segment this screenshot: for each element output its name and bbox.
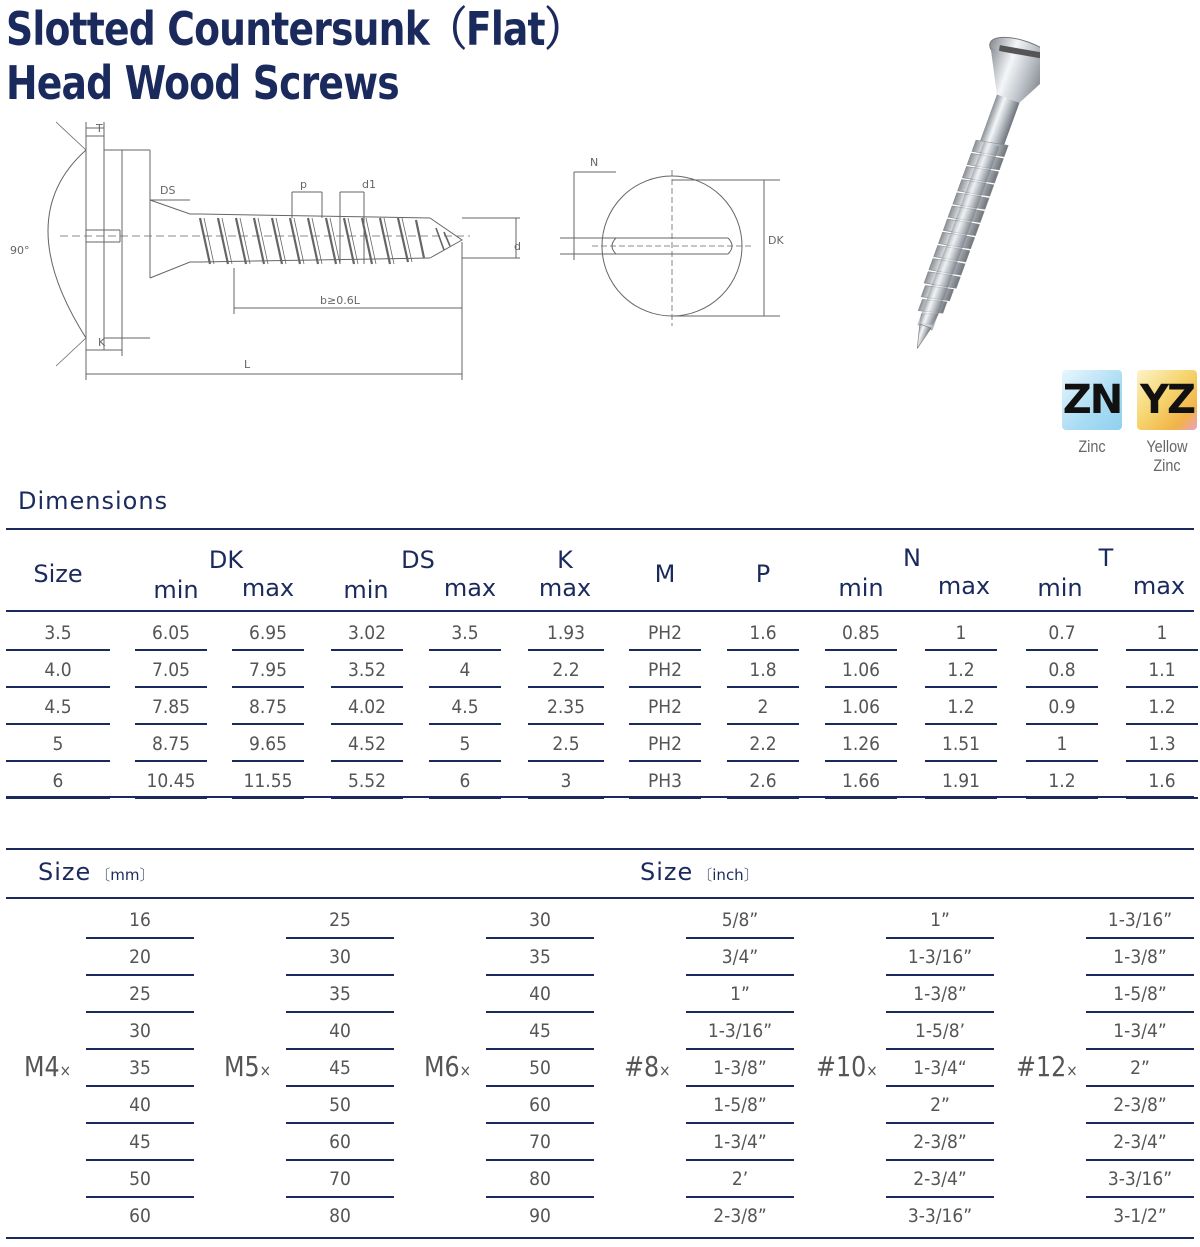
cell-rule [232,723,304,725]
size-prefix [24,1050,71,1083]
size-prefix [816,1050,878,1083]
size-value: 20 [129,946,151,968]
table-header-rule [6,610,1194,612]
size-value: 30 [329,946,351,968]
label-angle: 90° [10,244,30,257]
dim-cell: 2.35 [546,696,586,718]
cell-rule [528,649,604,651]
size-prefix-text: M4 [24,1050,60,1083]
dim-cell: 3 [560,770,572,792]
size-value: 45 [529,1020,551,1042]
dim-cell: 4 [459,659,471,681]
size-value: 60 [129,1205,151,1227]
size-value-rule [1086,974,1194,976]
dim-cell: 0.85 [841,622,881,644]
size-value-rule [286,1048,394,1050]
size-value-rule [486,1122,594,1124]
size-value: 16 [129,909,151,931]
cell-rule [825,686,897,688]
dim-cell: 4.5 [44,696,72,718]
size-prefix [224,1050,271,1083]
cell-rule [429,760,501,762]
page-title [6,2,582,110]
size-value-rule [286,1122,394,1124]
size-value: 3-1/2” [1113,1205,1167,1227]
size-value-rule [286,1159,394,1161]
cell-rule [727,686,799,688]
label-K: K [98,336,106,349]
cell-rule [727,723,799,725]
yellow-zinc-label-line-2: Zinc [1153,456,1181,475]
dim-cell: 2 [757,696,769,718]
cell-rule [528,686,604,688]
cell-rule [1026,723,1098,725]
size-value-rule [286,1011,394,1013]
dim-cell: 0.7 [1048,622,1076,644]
header-dk: DK [208,546,244,574]
dim-cell: 1.8 [749,659,777,681]
size-value-rule [1086,1196,1194,1198]
cell-rule [825,649,897,651]
size-mm-header [38,858,155,886]
size-inch-header [640,858,759,886]
dim-cell: 1.2 [1148,696,1176,718]
size-value: 1-5/8” [713,1094,767,1116]
size-mm-unit: 〔mm〕 [95,866,155,884]
dim-cell: 4.02 [347,696,387,718]
size-value: 2-3/8” [1113,1094,1167,1116]
yellow-zinc-finish-label [1142,437,1193,475]
header-ds: DS [401,546,435,574]
size-value: 2” [930,1094,950,1116]
yellow-zinc-label-line-1: Yellow [1146,437,1188,456]
times-sign: × [659,1061,671,1080]
header-ds-max: max [443,574,497,602]
dim-cell: 1.66 [841,770,881,792]
cell-rule [825,760,897,762]
size-value: 60 [529,1094,551,1116]
cell-rule [1026,686,1098,688]
zinc-finish-label: Zinc [1078,437,1106,456]
header-k: K [557,546,573,574]
dim-cell: 4.52 [347,733,387,755]
dim-cell: 0.8 [1048,659,1076,681]
dim-cell: 5 [52,733,64,755]
size-value-rule [686,974,794,976]
times-sign: × [59,1061,72,1080]
size-value: 40 [529,983,551,1005]
size-value-rule [86,974,194,976]
header-t-max: max [1132,572,1186,600]
title-line-2: Head Wood Screws [6,56,399,110]
header-k-max: max [538,574,592,602]
dim-cell: 1.6 [749,622,777,644]
dim-cell: 1.6 [1148,770,1176,792]
size-value-rule [886,1122,994,1124]
cell-rule [925,686,997,688]
size-value: 1-3/16” [907,946,973,968]
cell-rule [825,723,897,725]
cell-rule [429,723,501,725]
size-value: 1-3/4“ [913,1057,967,1079]
size-value-rule [686,1159,794,1161]
size-value: 2-3/4” [913,1168,967,1190]
dim-cell: 2.6 [749,770,777,792]
size-value-rule [286,1085,394,1087]
dim-cell: 3.5 [44,622,72,644]
cell-rule [727,760,799,762]
size-prefix-text: M5 [224,1050,260,1083]
size-value-rule [686,1048,794,1050]
size-top-rule [6,848,1194,850]
dim-cell: 3.52 [347,659,387,681]
size-value-rule [286,937,394,939]
header-n-min: min [838,574,884,602]
cell-rule [331,723,403,725]
times-sign: × [1066,1061,1078,1080]
size-value-rule [686,1196,794,1198]
dim-cell: 1.2 [947,696,975,718]
size-value: 1-5/8” [1113,983,1167,1005]
dim-cell: 1.3 [1148,733,1176,755]
dim-cell: 10.45 [146,770,196,792]
cell-rule [629,723,701,725]
dim-cell: 6.95 [248,622,288,644]
cell-rule [135,760,207,762]
dim-cell: 1.06 [841,696,881,718]
cell-rule [629,649,701,651]
size-value: 50 [329,1094,351,1116]
size-value-rule [486,1085,594,1087]
size-value: 1-3/16” [707,1020,773,1042]
size-value-rule [686,1011,794,1013]
cell-rule [925,649,997,651]
size-value: 30 [129,1020,151,1042]
size-value-rule [86,1196,194,1198]
table-bottom-rule [6,796,1194,798]
size-value-rule [486,974,594,976]
dim-cell: PH3 [647,770,683,792]
size-value-rule [686,1085,794,1087]
cell-rule [429,686,501,688]
size-value: 90 [529,1205,551,1227]
size-value: 1-3/8” [913,983,967,1005]
dim-cell: 7.95 [248,659,288,681]
cell-rule [1126,760,1198,762]
dim-cell: 2.2 [749,733,777,755]
header-dk-max: max [241,574,295,602]
size-value-rule [886,1159,994,1161]
size-value: 80 [529,1168,551,1190]
size-value: 2-3/8” [913,1131,967,1153]
size-value-rule [286,974,394,976]
size-value: 3-3/16” [907,1205,973,1227]
size-prefix [1016,1050,1078,1083]
dim-cell: 6 [52,770,64,792]
size-value-rule [86,1122,194,1124]
size-value-rule [86,1011,194,1013]
screw-product-image [880,18,1040,374]
size-value-rule [886,937,994,939]
size-value: 70 [529,1131,551,1153]
screw-top-view-drawing [556,150,796,330]
header-size: Size [33,560,83,588]
size-value-rule [86,1085,194,1087]
size-value: 25 [329,909,351,931]
dim-cell: 6 [459,770,471,792]
dim-cell: PH2 [647,659,683,681]
size-value: 35 [129,1057,151,1079]
header-ds-min: min [343,576,389,604]
dim-cell: 1.2 [1048,770,1076,792]
yellow-zinc-finish-badge: YZ [1137,370,1197,430]
dim-cell: 1.91 [941,770,981,792]
size-value-rule [686,937,794,939]
dim-cell: 3.02 [347,622,387,644]
size-value-rule [486,937,594,939]
times-sign: × [259,1061,272,1080]
cell-rule [1126,686,1198,688]
dim-cell: 1.93 [546,622,586,644]
size-value: 2’ [731,1168,749,1190]
header-p: P [755,560,771,588]
cell-rule [331,649,403,651]
cell-rule [528,760,604,762]
size-value: 3-3/16” [1107,1168,1173,1190]
cell-rule [232,760,304,762]
size-value-rule [1086,1048,1194,1050]
size-value-rule [1086,1085,1194,1087]
cell-rule [429,649,501,651]
label-DS: DS [160,184,176,197]
size-value: 35 [329,983,351,1005]
dim-cell: 1 [1156,622,1168,644]
row-rule [6,649,110,651]
cell-rule [1026,649,1098,651]
cell-rule [331,760,403,762]
label-d: d [514,240,521,253]
size-value: 2-3/4” [1113,1131,1167,1153]
label-T: T [96,122,103,135]
dim-cell: PH2 [647,733,683,755]
size-value-rule [486,1011,594,1013]
dim-cell: 0.9 [1048,696,1076,718]
size-prefix-text: M6 [424,1050,460,1083]
size-value: 50 [129,1168,151,1190]
size-value: 1” [930,909,950,931]
size-value: 1-5/8’ [914,1020,966,1042]
dim-cell: 7.05 [151,659,191,681]
size-value: 30 [529,909,551,931]
size-inch-header-text: Size [640,858,694,886]
cell-rule [1126,649,1198,651]
dim-cell: 4.0 [44,659,72,681]
dim-cell: 7.85 [151,696,191,718]
size-value: 1-3/8” [1113,946,1167,968]
size-prefix-text: #12 [1016,1050,1067,1083]
size-value-rule [1086,1011,1194,1013]
size-value: 40 [329,1020,351,1042]
label-L: L [244,358,251,371]
label-N: N [590,156,599,169]
size-value-rule [886,1085,994,1087]
size-value: 25 [129,983,151,1005]
size-mm-header-text: Size [38,858,92,886]
size-value-rule [486,1048,594,1050]
header-t-min: min [1037,574,1083,602]
table-top-rule [6,528,1194,530]
size-prefix-text: #10 [816,1050,867,1083]
dimensions-title: Dimensions [18,487,169,515]
dim-cell: 2.5 [552,733,580,755]
dim-cell: 2.2 [552,659,580,681]
size-value: 35 [529,946,551,968]
size-value-rule [486,1196,594,1198]
zinc-finish-badge: ZN [1062,370,1122,430]
dim-cell: 1 [955,622,967,644]
size-value: 1-3/16” [1107,909,1173,931]
size-value-rule [886,974,994,976]
size-value: 50 [529,1057,551,1079]
screw-side-view-drawing [0,118,540,388]
dim-cell: 5.52 [347,770,387,792]
cell-rule [135,686,207,688]
label-d1: d1 [362,178,376,191]
dim-cell: 8.75 [151,733,191,755]
size-value-rule [86,1159,194,1161]
times-sign: × [866,1061,878,1080]
size-header-rule [6,897,1194,899]
size-value: 1-3/4” [713,1131,767,1153]
cell-rule [232,649,304,651]
size-value: 40 [129,1094,151,1116]
title-line-1: Slotted Countersunk（Flat） [6,2,582,56]
header-n-max: max [937,572,991,600]
size-value-rule [886,1196,994,1198]
size-value: 5/8” [721,909,759,931]
dim-cell: 5 [459,733,471,755]
label-b: b≥0.6L [320,294,360,307]
dim-cell: 1.1 [1148,659,1176,681]
size-value-rule [486,1159,594,1161]
size-prefix-text: #8 [624,1050,660,1083]
size-value: 3/4” [721,946,759,968]
dim-cell: 11.55 [243,770,293,792]
size-value: 45 [329,1057,351,1079]
label-DK: DK [768,234,784,247]
cell-rule [232,686,304,688]
dim-cell: 4.5 [451,696,479,718]
size-value: 1-3/4” [1113,1020,1167,1042]
header-m: M [654,560,676,588]
dim-cell: 1.06 [841,659,881,681]
size-value-rule [1086,1159,1194,1161]
label-p: p [300,178,307,191]
cell-rule [528,723,604,725]
size-value: 2-3/8” [713,1205,767,1227]
cell-rule [629,686,701,688]
size-value: 60 [329,1131,351,1153]
header-dk-min: min [153,576,199,604]
size-value-rule [86,1048,194,1050]
size-inch-unit: 〔inch〕 [697,866,759,884]
size-value: 1-3/8” [713,1057,767,1079]
dim-cell: 3.5 [451,622,479,644]
header-n: N [903,544,921,572]
size-value: 45 [129,1131,151,1153]
size-prefix [624,1050,670,1083]
cell-rule [925,723,997,725]
dim-cell: 1.51 [941,733,981,755]
cell-rule [135,723,207,725]
cell-rule [629,760,701,762]
cell-rule [331,686,403,688]
size-value: 70 [329,1168,351,1190]
size-value-rule [886,1011,994,1013]
row-rule [6,760,110,762]
dim-cell: PH2 [647,696,683,718]
size-value-rule [1086,937,1194,939]
cell-rule [1026,760,1098,762]
size-value-rule [686,1122,794,1124]
size-value: 1” [730,983,750,1005]
size-value-rule [286,1196,394,1198]
size-value: 2” [1130,1057,1150,1079]
header-t: T [1098,544,1114,572]
dim-cell: 1.2 [947,659,975,681]
dim-cell: 9.65 [248,733,288,755]
cell-rule [925,760,997,762]
size-prefix [424,1050,471,1083]
cell-rule [727,649,799,651]
dim-cell: 8.75 [248,696,288,718]
size-bottom-rule [6,1237,1194,1239]
dim-cell: 1.26 [841,733,881,755]
cell-rule [1126,723,1198,725]
cell-rule [135,649,207,651]
size-value-rule [86,937,194,939]
row-rule [6,686,110,688]
size-value-rule [1086,1122,1194,1124]
dim-cell: PH2 [647,622,683,644]
dim-cell: 1 [1056,733,1068,755]
times-sign: × [459,1061,472,1080]
size-value: 80 [329,1205,351,1227]
row-rule [6,723,110,725]
dim-cell: 6.05 [151,622,191,644]
size-value-rule [886,1048,994,1050]
